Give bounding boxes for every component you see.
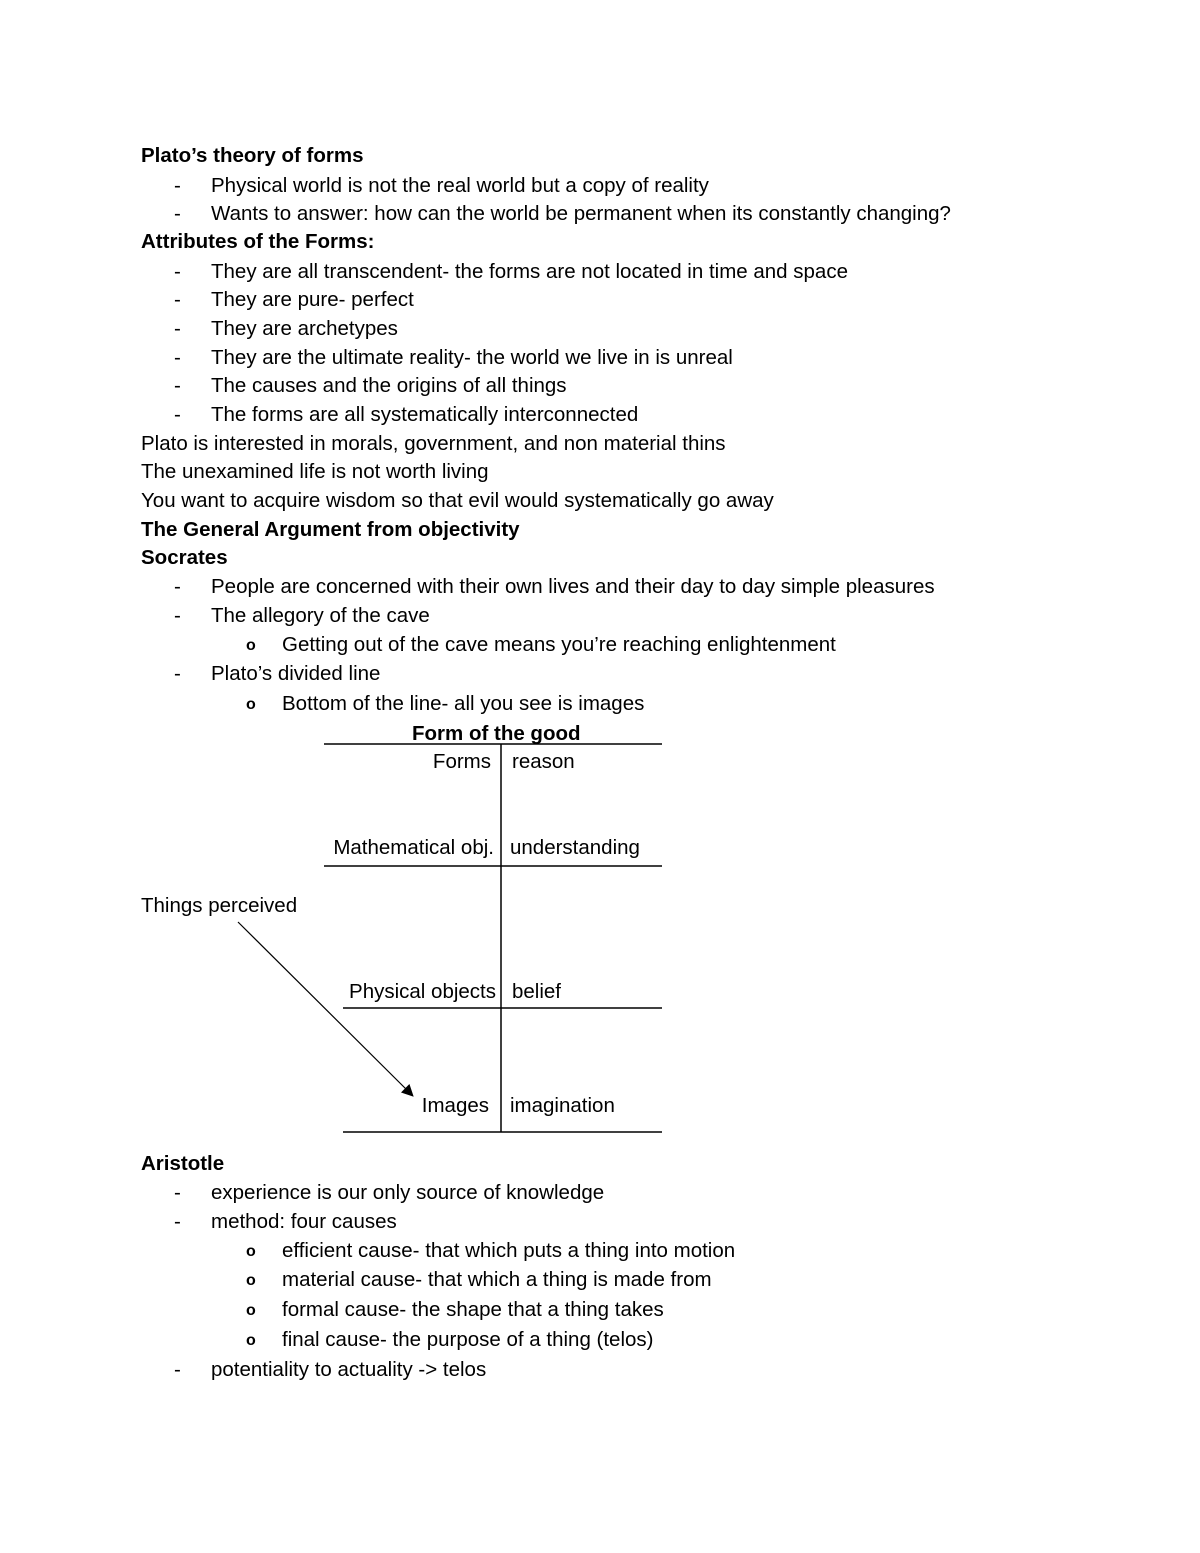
list-item: They are all transcendent- the forms are not located in time and space [211, 260, 848, 283]
list-item: They are archetypes [211, 317, 398, 340]
list-item: The forms are all systematically interconnected [211, 403, 639, 426]
sub-list-item: Getting out of the cave means you’re reaching enlightenment [282, 633, 836, 656]
dash-bullet: - [174, 288, 181, 311]
left-label-images: Images [421, 1094, 489, 1117]
list-item: They are the ultimate reality- the world we live in is unreal [211, 346, 733, 369]
aristotle-heading: Aristotle [141, 1152, 225, 1175]
dash-bullet: - [174, 346, 181, 369]
list-item: They are pure- perfect [211, 288, 414, 311]
argument-heading: The General Argument from objectivity [141, 518, 520, 541]
sub-list-item: material cause- that which a thing is made from [282, 1268, 712, 1291]
plato-heading: Plato’s theory of forms [141, 144, 364, 167]
circle-bullet: o [246, 637, 256, 654]
dash-bullet: - [174, 1358, 181, 1381]
dash-bullet: - [174, 575, 181, 598]
circle-bullet: o [246, 1332, 256, 1349]
dash-bullet: - [174, 174, 181, 197]
list-item: Physical world is not the real world but a copy of reality [211, 174, 709, 197]
circle-bullet: o [246, 1302, 256, 1319]
circle-bullet: o [246, 696, 256, 713]
sub-list-item: formal cause- the shape that a thing takes [282, 1298, 664, 1321]
attributes-heading: Attributes of the Forms: [141, 230, 375, 253]
text-line: The unexamined life is not worth living [141, 460, 489, 483]
list-item: People are concerned with their own lives and their day to day simple pleasures [211, 575, 935, 598]
list-item: experience is our only source of knowledge [211, 1181, 605, 1204]
form-of-good-title: Form of the good [412, 722, 581, 745]
right-label-imagination: imagination [510, 1094, 615, 1117]
dash-bullet: - [174, 1210, 181, 1233]
right-label-reason: reason [512, 750, 575, 773]
list-item: Plato’s divided line [211, 662, 381, 685]
dash-bullet: - [174, 662, 181, 685]
things-perceived-label: Things perceived [141, 894, 298, 917]
dash-bullet: - [174, 403, 181, 426]
left-label-physical: Physical objects [349, 980, 496, 1003]
right-label-understanding: understanding [510, 836, 640, 859]
dash-bullet: - [174, 260, 181, 283]
left-label-mathematical: Mathematical obj. [333, 836, 494, 859]
text-line: Plato is interested in morals, government, and non material thins [141, 432, 726, 455]
text-line: You want to acquire wisdom so that evil would systematically go away [141, 489, 774, 512]
circle-bullet: o [246, 1243, 256, 1260]
list-item: The allegory of the cave [211, 604, 430, 627]
socrates-heading: Socrates [141, 546, 228, 569]
list-item: method: four causes [211, 1210, 397, 1233]
dash-bullet: - [174, 604, 181, 627]
sub-list-item: Bottom of the line- all you see is images [282, 692, 645, 715]
circle-bullet: o [246, 1272, 256, 1289]
dash-bullet: - [174, 317, 181, 340]
list-item: Wants to answer: how can the world be permanent when its constantly changing? [211, 202, 951, 225]
list-item: The causes and the origins of all things [211, 374, 567, 397]
sub-list-item: efficient cause- that which puts a thing into motion [282, 1239, 736, 1262]
list-item: potentiality to actuality -> telos [211, 1358, 487, 1381]
left-label-forms: Forms [432, 750, 491, 773]
sub-list-item: final cause- the purpose of a thing (telos) [282, 1328, 654, 1351]
dash-bullet: - [174, 202, 181, 225]
right-label-belief: belief [512, 980, 562, 1003]
dash-bullet: - [174, 1181, 181, 1204]
dash-bullet: - [174, 374, 181, 397]
